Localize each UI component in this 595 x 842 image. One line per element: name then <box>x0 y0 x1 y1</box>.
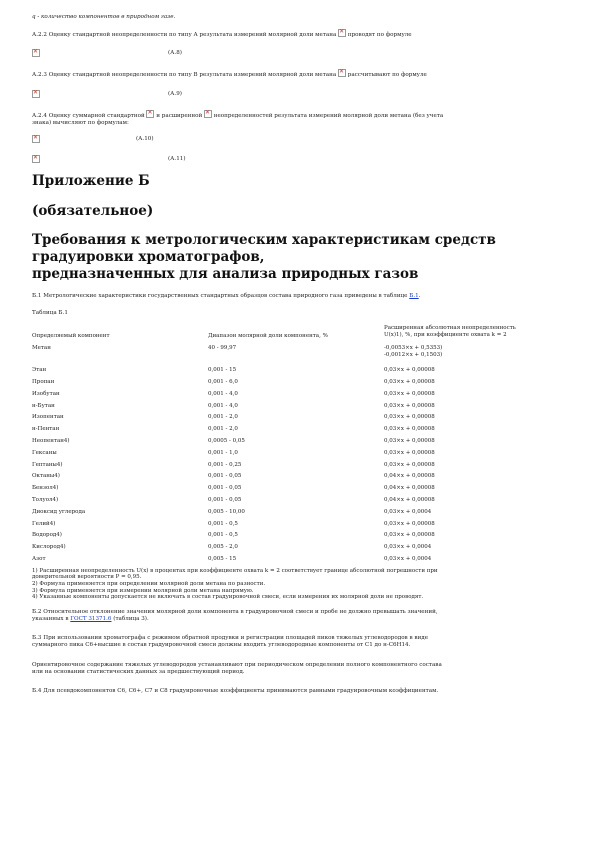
paragraph-b3 <box>32 635 564 649</box>
table-row <box>32 345 564 367</box>
cell-uncertainty: 0,04×x + 0,00008 <box>384 473 435 480</box>
cell-uncertainty: 0,04×x + 0,00008 <box>384 485 435 492</box>
cell-range: 0,001 - 4,0 <box>208 390 238 397</box>
cell-uncertainty: 0,03×x + 0,00008 <box>384 402 435 409</box>
b1-text: Б.1 Метрологические характеристики государственных стандартных образцов состава природного газа приведены в таблице <box>32 293 408 300</box>
table-b1 <box>32 325 564 567</box>
table-row <box>32 532 564 544</box>
table-row <box>32 521 564 533</box>
header-uncertainty-line1: Расширенная абсолютная неопределенность <box>384 325 516 332</box>
cell-range: 0,001 - 2,0 <box>208 426 238 433</box>
cell-range: 0,001 - 4,0 <box>208 402 238 409</box>
table-row <box>32 462 564 474</box>
cell-range: 0,005 - 10,00 <box>208 508 245 515</box>
appendix-heading: Приложение Б <box>32 173 150 190</box>
cell-uncertainty: 0,04×x + 0,00008 <box>384 496 435 503</box>
table-b1-link[interactable]: Б.1 <box>409 293 419 300</box>
appendix-title-line2: градуировки хроматографов, <box>32 249 265 266</box>
a23-text: А.2.3 Оценку стандартной неопределенности по типу В результата измерений молярной доли метана <box>32 72 337 79</box>
equation-number: (А.9) <box>168 90 182 97</box>
table-row <box>32 485 564 497</box>
cell-uncertainty: 0,03×x + 0,00008 <box>384 414 435 421</box>
cell-uncertainty: 0,03×x + 0,00008 <box>384 390 435 397</box>
gost-link[interactable]: ГОСТ 31371.6 <box>70 615 112 622</box>
broken-image-icon <box>338 29 346 37</box>
note-3: 3) Формула применяется при измерении молярной доли метана напрямую. <box>32 587 254 594</box>
cell-component: Этан <box>32 367 47 374</box>
paragraph-b1 <box>32 293 564 300</box>
cell-component: н-Пентан <box>32 426 60 433</box>
table-row <box>32 450 564 462</box>
header-uncertainty-line2: U(x)1), %, при коэффициенте охвата k = 2 <box>384 331 507 338</box>
cell-uncertainty: 0,03×x + 0,00008 <box>384 438 435 444</box>
a23-text-end: рассчитывают по формуле <box>347 72 427 79</box>
cell-component: Водород4) <box>32 532 62 539</box>
b2-line2-start: указанных в <box>32 615 69 622</box>
cell-uncertainty: 0,03×x + 0,0004 <box>384 555 432 562</box>
paragraph-a23 <box>32 69 564 79</box>
formula-a10 <box>32 133 564 145</box>
cell-component: Кислород4) <box>32 544 66 551</box>
cell-uncertainty: 0,03×x + 0,00008 <box>384 520 435 527</box>
cell-component: Гелий4) <box>32 520 56 527</box>
broken-image-icon <box>32 90 40 98</box>
broken-image-icon <box>338 69 346 77</box>
orient-line1: Ориентировочное содержание тяжелых углеводородов устанавливают при периодическом определении полного компонентного состава <box>32 661 442 668</box>
a24-text-3: неопределенностей результата измерений молярной доли метана (без учета <box>213 112 444 119</box>
table-header-row <box>32 325 564 345</box>
cell-range: 0,005 - 15 <box>208 555 237 562</box>
broken-image-icon <box>32 155 40 163</box>
cell-uncertainty: 0,03×x + 0,0004 <box>384 544 432 551</box>
appendix-title-line3: предназначенных для анализа природных газов <box>32 266 419 283</box>
cell-component: Изопентан <box>32 414 64 421</box>
cell-component: Метан <box>32 345 51 352</box>
b2-line1: Б.2 Относительное отклонение значения молярной доли компонента в градуировочной смеси и пробе не должно превышать значений, <box>32 608 438 615</box>
cell-range: 0,001 - 0,05 <box>208 473 242 480</box>
formula-a8 <box>32 47 564 59</box>
cell-component: н-Бутан <box>32 402 55 409</box>
table-notes <box>32 568 564 601</box>
broken-image-icon <box>204 110 212 118</box>
cell-uncertainty: 0,03×x + 0,00008 <box>384 532 435 539</box>
table-row <box>32 367 564 379</box>
table-row <box>32 544 564 556</box>
cell-range: 0,005 - 2,0 <box>208 544 238 551</box>
b2-line2-end: (таблица 3). <box>113 615 149 622</box>
b3-line2: суммарного пика С6+высшие в состав градуировочной смеси должны входить углеводородные компоненты от С1 до н-С6Н14. <box>32 642 411 649</box>
broken-image-icon <box>32 135 40 143</box>
note-1 <box>32 568 564 581</box>
table-row <box>32 391 564 403</box>
a22-text: А.2.2 Оценку стандартной неопределенности по типу А результата измерений молярной доли метана <box>32 32 337 39</box>
formula-a9 <box>32 88 564 100</box>
orient-line2: или на основании статистических данных за предшествующий период. <box>32 668 245 675</box>
table-row <box>32 414 564 426</box>
equation-number: (А.10) <box>136 136 154 143</box>
cell-range: 0,001 - 0,25 <box>208 461 242 468</box>
header-component: Определяемый компонент <box>32 333 110 340</box>
a22-text-end: проводят по формуле <box>347 32 412 39</box>
cell-component: Азот <box>32 555 46 562</box>
note-1-line2: доверительной вероятности P = 0,95. <box>32 574 142 581</box>
note-4: 4) Указанные компоненты допускается не включать в состав градуировочной смеси, если измерения их молярной доли не проводят. <box>32 594 424 601</box>
q-definition: q - количество компонентов в природном газе. <box>32 14 176 20</box>
table-row <box>32 438 564 450</box>
cell-range: 0,001 - 0,05 <box>208 485 242 492</box>
table-row <box>32 509 564 521</box>
cell-range: 0,001 - 0,05 <box>208 496 242 503</box>
cell-range: 0,001 - 0,5 <box>208 532 238 539</box>
paragraph-b2 <box>32 609 564 623</box>
table-row <box>32 473 564 485</box>
a24-text-2: и расширенной <box>156 112 203 119</box>
cell-range: 0,001 - 6,0 <box>208 379 238 386</box>
cell-uncertainty: 0,03×x + 0,00008 <box>384 449 435 456</box>
broken-image-icon <box>146 110 154 118</box>
cell-component: Бензол4) <box>32 485 59 492</box>
paragraph-b4: Б.4 Для псевдокомпонентов С6, С6+, С7 и С8 градуировочные коэффициенты принимаются равными градуировочным коэффициентам. <box>32 687 439 694</box>
cell-component: Изобутан <box>32 390 60 397</box>
cell-uncertainty: 0,03×x + 0,00008 <box>384 461 435 468</box>
broken-image-icon <box>32 49 40 57</box>
cell-range: 0,001 - 0,5 <box>208 520 238 527</box>
cell-uncertainty-line1: -0,0053×x + 0,5353) <box>384 345 443 352</box>
cell-uncertainty <box>384 345 564 367</box>
equation-number: (А.11) <box>168 156 186 163</box>
cell-range: 0,001 - 1,0 <box>208 449 238 456</box>
table-row <box>32 426 564 438</box>
cell-component: Гексаны <box>32 449 57 456</box>
equation-number: (А.8) <box>168 50 182 57</box>
cell-component: Толуол4) <box>32 496 59 503</box>
note-2: 2) Формула применяется при определении молярной доли метана по разности. <box>32 580 266 587</box>
cell-component: Неопентан4) <box>32 438 70 444</box>
cell-component: Гептаны4) <box>32 461 63 468</box>
paragraph-a24 <box>32 110 564 127</box>
cell-range: 0,0005 - 0,05 <box>208 438 245 444</box>
paragraph-a22 <box>32 29 564 39</box>
header-range: Диапазон молярной доли компонента, % <box>208 333 328 340</box>
cell-component: Диоксид углерода <box>32 508 86 515</box>
paragraph-orientation <box>32 662 564 676</box>
header-uncertainty <box>384 325 564 345</box>
cell-component: Октаны4) <box>32 473 60 480</box>
a24-text-4: знака) вычисляют по формулам: <box>32 119 129 126</box>
b1-end: . <box>418 293 421 300</box>
formula-a11 <box>32 153 564 165</box>
cell-component: Пропан <box>32 379 55 386</box>
cell-range: 0,001 - 2,0 <box>208 414 238 421</box>
a24-text-1: А.2.4 Оценку суммарной стандартной <box>32 112 145 119</box>
note-1-line1: 1) Расширенная неопределенность U(x) в процентах при коэффициенте охвата k = 2 соответствует границе абсолютной погрешности при <box>32 567 438 574</box>
mandatory-heading: (обязательное) <box>32 203 154 220</box>
table-row <box>32 379 564 391</box>
appendix-title-line1: Требования к метрологическим характеристикам средств <box>32 232 496 249</box>
cell-uncertainty-line2: -0,0012×x + 0,1503) <box>384 351 443 358</box>
cell-uncertainty: 0,03×x + 0,00008 <box>384 367 435 374</box>
table-row <box>32 497 564 509</box>
cell-uncertainty: 0,03×x + 0,00008 <box>384 379 435 386</box>
cell-range: 0,001 - 15 <box>208 367 237 374</box>
b3-line1: Б.3 При использовании хроматографа с режимом обратной продувки и регистрации площадей пиков тяжелых углеводородов в виде <box>32 635 429 642</box>
cell-range: 40 - 99,97 <box>208 345 237 352</box>
cell-uncertainty: 0,03×x + 0,0004 <box>384 508 432 515</box>
document-page <box>32 14 564 703</box>
table-row <box>32 403 564 415</box>
cell-uncertainty: 0,03×x + 0,00008 <box>384 426 435 433</box>
table-caption: Таблица Б.1 <box>32 310 68 317</box>
table-row <box>32 556 564 568</box>
